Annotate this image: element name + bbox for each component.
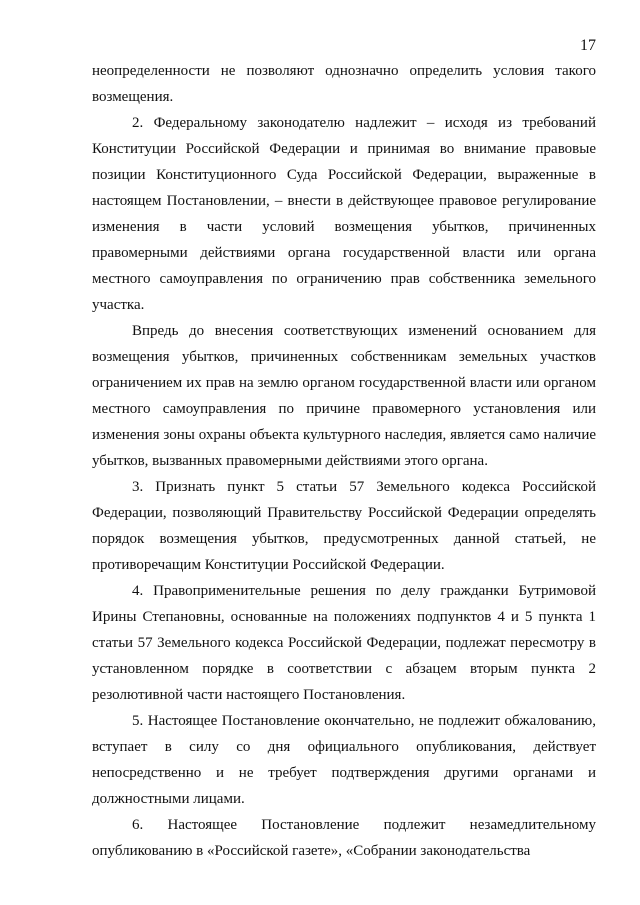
paragraph-item-4: 4. Правоприменительные решения по делу гражданки Бутримовой Ирины Степановны, основанные на положениях подпунктов 4 и 5 пункта 1 статьи 57 Земельного кодекса Российской Федерации, подлежат пересмотру в установленном порядке в соответствии с абзацем вторым пункта 2 резолютивной части настоящего Постановления.	[92, 583, 596, 703]
paragraph-item-3: 3. Признать пункт 5 статьи 57 Земельного кодекса Российской Федерации, позволяющий Правительству Российской Федерации определять порядок возмещения убытков, предусмотренных данной статьей, не противоречащим Конституции Российской Федерации.	[92, 479, 596, 573]
paragraph-item-2: 2. Федеральному законодателю надлежит – исходя из требований Конституции Российской Федерации и принимая во внимание правовые позиции Конституционного Суда Российской Федерации, выраженные в настоящем Постановлении, – внести в действующее правовое регулирование изменения в части условий возмещения убытков, причиненных правомерными действиями органа государственной власти или органа местного самоуправления по ограничению прав собственника земельного участка.	[92, 115, 596, 313]
paragraph-continuation: неопределенности не позволяют однозначно определить условия такого возмещения.	[92, 63, 596, 105]
paragraph-item-5: 5. Настоящее Постановление окончательно, не подлежит обжалованию, вступает в силу со дня официального опубликования, действует непосредственно и не требует подтверждения другими органами и должностными лицами.	[92, 713, 596, 807]
page-number: 17	[580, 37, 596, 54]
paragraph-interim-rule: Впредь до внесения соответствующих изменений основанием для возмещения убытков, причиненных собственникам земельных участков ограничением их прав на землю органом государственной власти или органом местного самоуправления по причине правомерного установления или изменения зоны охраны объекта культурного наследия, является само наличие убытков, вызванных правомерными действиями этого органа.	[92, 323, 596, 469]
document-body	[92, 58, 596, 864]
paragraph-item-6: 6. Настоящее Постановление подлежит незамедлительному опубликованию в «Российской газете», «Собрании законодательства	[92, 817, 596, 859]
